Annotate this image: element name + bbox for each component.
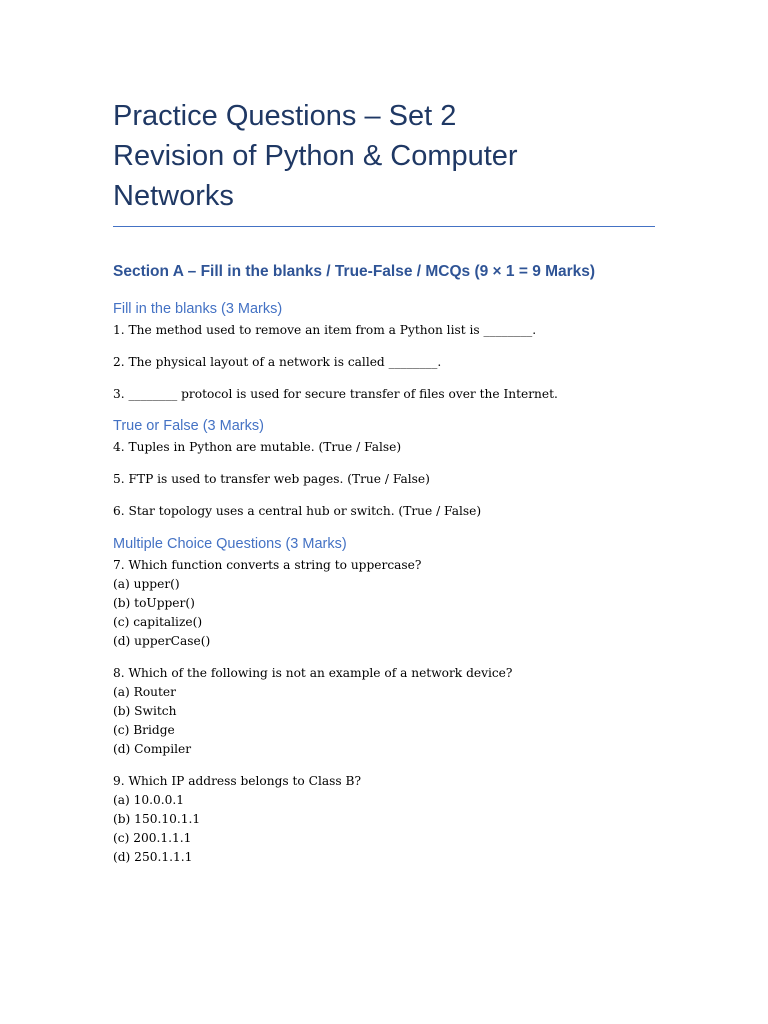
question-8: 8. Which of the following is not an example of a network device? <box>113 666 513 680</box>
question-9-option-d: (d) 250.1.1.1 <box>113 850 193 864</box>
question-9: 9. Which IP address belongs to Class B? <box>113 774 362 788</box>
question-7-option-c: (c) capitalize() <box>113 615 203 629</box>
question-9-option-b: (b) 150.10.1.1 <box>113 812 201 826</box>
question-7-option-a: (a) upper() <box>113 577 180 591</box>
question-9-block <box>113 772 655 867</box>
question-8-option-b: (b) Switch <box>113 704 177 718</box>
title-line-3: Networks <box>113 180 234 212</box>
question-9-option-c: (c) 200.1.1.1 <box>113 831 192 845</box>
true-false-heading: True or False (3 Marks) <box>113 418 264 434</box>
title-line-1: Practice Questions – Set 2 <box>113 100 457 132</box>
question-3: 3. ________ protocol is used for secure transfer of files over the Internet. <box>113 387 558 401</box>
question-7-block <box>113 556 655 651</box>
question-8-option-c: (c) Bridge <box>113 723 175 737</box>
question-7-option-b: (b) toUpper() <box>113 596 195 610</box>
document-page <box>113 96 655 867</box>
question-2: 2. The physical layout of a network is called ________. <box>113 355 442 369</box>
fill-blanks-heading: Fill in the blanks (3 Marks) <box>113 301 283 317</box>
question-7-option-d: (d) upperCase() <box>113 634 211 648</box>
question-6: 6. Star topology uses a central hub or switch. (True / False) <box>113 504 482 518</box>
question-8-block <box>113 664 655 759</box>
title-divider <box>113 226 655 227</box>
mcq-heading: Multiple Choice Questions (3 Marks) <box>113 536 347 552</box>
question-7: 7. Which function converts a string to uppercase? <box>113 558 422 572</box>
question-4: 4. Tuples in Python are mutable. (True / False) <box>113 440 402 454</box>
document-title <box>113 96 655 216</box>
question-1: 1. The method used to remove an item from a Python list is ________. <box>113 323 537 337</box>
title-line-2: Revision of Python & Computer <box>113 140 518 172</box>
question-9-option-a: (a) 10.0.0.1 <box>113 793 185 807</box>
question-8-option-a: (a) Router <box>113 685 176 699</box>
question-8-option-d: (d) Compiler <box>113 742 192 756</box>
section-a-heading: Section A – Fill in the blanks / True-False / MCQs (9 × 1 = 9 Marks) <box>113 263 596 280</box>
question-5: 5. FTP is used to transfer web pages. (True / False) <box>113 472 430 486</box>
